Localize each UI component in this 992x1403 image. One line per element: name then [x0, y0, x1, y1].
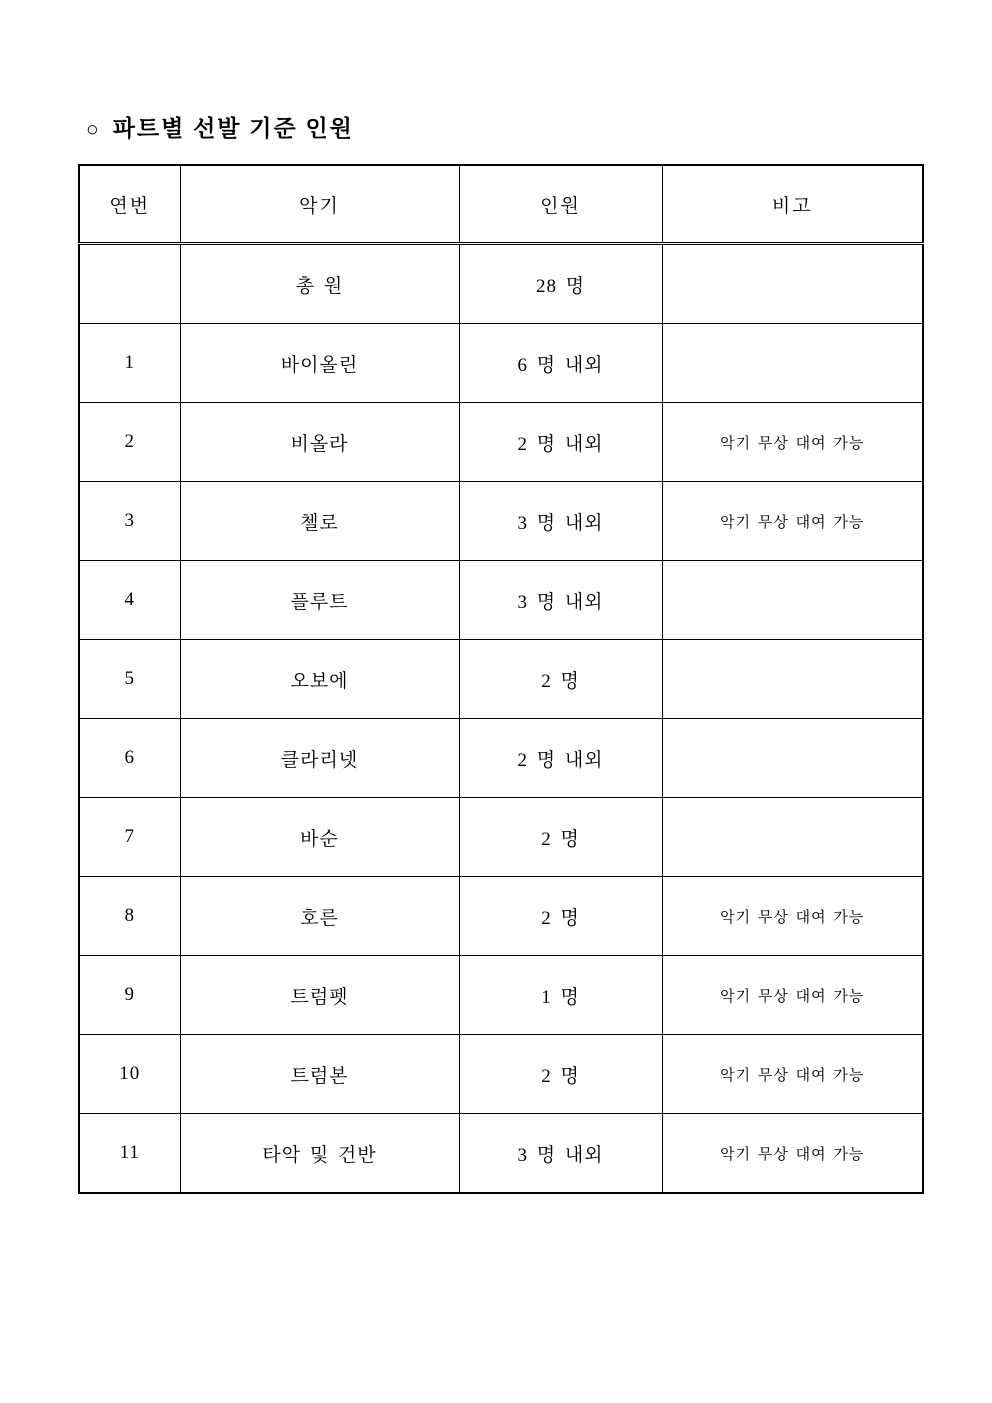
cell-instrument: 오보에 — [180, 640, 459, 719]
cell-remarks — [662, 719, 923, 798]
section-title-text: 파트별 선발 기준 인원 — [112, 116, 354, 141]
header-remarks: 비고 — [662, 165, 923, 244]
cell-serial-number: 2 — [79, 403, 180, 482]
cell-remarks — [662, 640, 923, 719]
circle-bullet-icon: ○ — [86, 117, 101, 141]
cell-instrument: 트럼본 — [180, 1035, 459, 1114]
cell-headcount: 2 명 — [459, 640, 662, 719]
table-row — [79, 244, 923, 324]
cell-headcount: 28 명 — [459, 244, 662, 324]
table-row — [79, 561, 923, 640]
table-header-row — [79, 165, 923, 244]
cell-serial-number: 6 — [79, 719, 180, 798]
cell-remarks — [662, 244, 923, 324]
cell-serial-number: 10 — [79, 1035, 180, 1114]
cell-headcount: 2 명 — [459, 798, 662, 877]
cell-remarks: 악기 무상 대여 가능 — [662, 956, 923, 1035]
cell-remarks: 악기 무상 대여 가능 — [662, 877, 923, 956]
cell-serial-number: 8 — [79, 877, 180, 956]
cell-serial-number: 3 — [79, 482, 180, 561]
table-row — [79, 956, 923, 1035]
cell-instrument: 호른 — [180, 877, 459, 956]
header-serial-number: 연번 — [79, 165, 180, 244]
cell-remarks — [662, 798, 923, 877]
table-row — [79, 1035, 923, 1114]
cell-remarks: 악기 무상 대여 가능 — [662, 1114, 923, 1194]
cell-remarks: 악기 무상 대여 가능 — [662, 403, 923, 482]
selection-criteria-table — [78, 164, 924, 1194]
cell-instrument: 바이올린 — [180, 324, 459, 403]
table-row — [79, 403, 923, 482]
cell-headcount: 3 명 내외 — [459, 482, 662, 561]
table-row — [79, 1114, 923, 1194]
table-row — [79, 877, 923, 956]
table-row — [79, 640, 923, 719]
cell-remarks — [662, 324, 923, 403]
cell-remarks — [662, 561, 923, 640]
table-row — [79, 324, 923, 403]
cell-instrument: 비올라 — [180, 403, 459, 482]
cell-instrument: 총 원 — [180, 244, 459, 324]
cell-serial-number: 4 — [79, 561, 180, 640]
cell-serial-number: 7 — [79, 798, 180, 877]
cell-serial-number: 1 — [79, 324, 180, 403]
cell-serial-number: 11 — [79, 1114, 180, 1194]
cell-instrument: 트럼펫 — [180, 956, 459, 1035]
cell-headcount: 2 명 내외 — [459, 719, 662, 798]
section-title — [86, 110, 354, 143]
cell-headcount: 3 명 내외 — [459, 1114, 662, 1194]
cell-instrument: 플루트 — [180, 561, 459, 640]
cell-headcount: 2 명 — [459, 1035, 662, 1114]
table-row — [79, 719, 923, 798]
header-headcount: 인원 — [459, 165, 662, 244]
cell-instrument: 바순 — [180, 798, 459, 877]
cell-serial-number — [79, 244, 180, 324]
cell-serial-number: 5 — [79, 640, 180, 719]
cell-headcount: 1 명 — [459, 956, 662, 1035]
cell-headcount: 2 명 내외 — [459, 403, 662, 482]
header-instrument: 악기 — [180, 165, 459, 244]
cell-instrument: 타악 및 건반 — [180, 1114, 459, 1194]
cell-instrument: 첼로 — [180, 482, 459, 561]
table-row — [79, 482, 923, 561]
table-row — [79, 798, 923, 877]
cell-headcount: 2 명 — [459, 877, 662, 956]
cell-serial-number: 9 — [79, 956, 180, 1035]
cell-headcount: 3 명 내외 — [459, 561, 662, 640]
cell-remarks: 악기 무상 대여 가능 — [662, 1035, 923, 1114]
cell-remarks: 악기 무상 대여 가능 — [662, 482, 923, 561]
cell-headcount: 6 명 내외 — [459, 324, 662, 403]
cell-instrument: 클라리넷 — [180, 719, 459, 798]
